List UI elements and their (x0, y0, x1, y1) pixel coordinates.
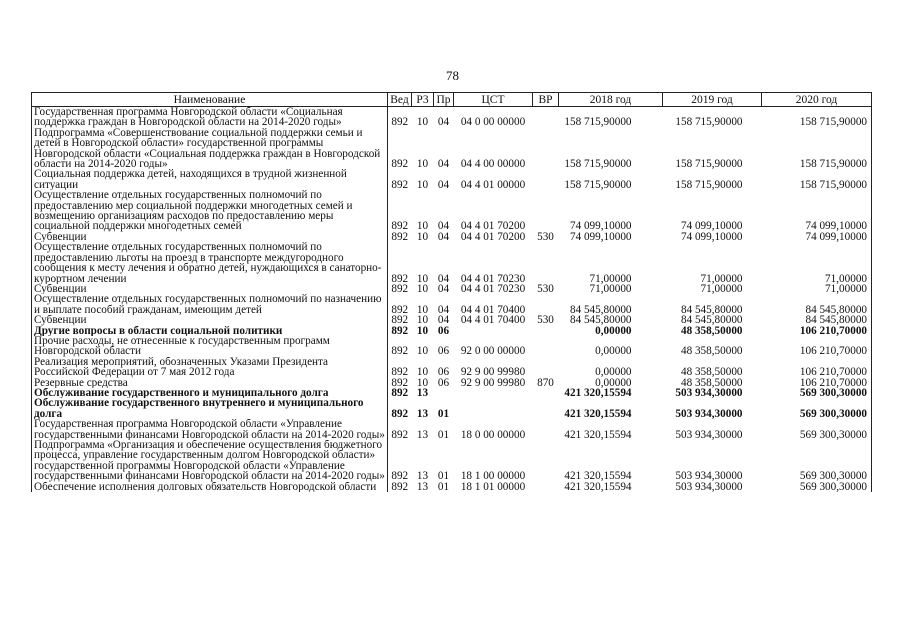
table-row (32, 378, 872, 388)
cell-ved: 892 (391, 116, 409, 128)
table-row (32, 294, 872, 315)
table-body (32, 107, 872, 493)
cell-vr: 530 (537, 283, 554, 295)
cell-2019: 74 099,10000 (680, 231, 743, 243)
cell-vr (533, 419, 559, 440)
table-row (32, 419, 872, 440)
cell-2019: 71,00000 (700, 283, 743, 295)
cell-cst: 04 4 01 70400 (460, 315, 526, 326)
cell-cst: 18 0 00 00000 (460, 428, 526, 440)
header-ved: Вед (388, 93, 412, 107)
cell-pr: 01 (437, 428, 450, 440)
cell-name: Подпрограмма «Совершенствование социальной поддержки семьи и детей в Новгородской области» государственной программы Новгородской области «Социальная поддержка граждан в Новгородской области на 2014-2020 годы» (32, 128, 388, 170)
cell-name: Обеспечение исполнения долговых обязательств Новгородской области (32, 482, 388, 492)
cell-cst: 04 0 00 00000 (460, 116, 526, 128)
cell-ved: 892 (391, 407, 409, 420)
cell-rz: 10 (416, 366, 429, 378)
table-row (32, 336, 872, 357)
cell-rz: 10 (416, 303, 429, 316)
table-row (32, 440, 872, 482)
cell-name: Социальная поддержка детей, находящихся в трудной жизненной ситуации (32, 169, 388, 190)
cell-cst (454, 388, 533, 398)
cell-vr (533, 398, 559, 419)
cell-pr: 01 (437, 407, 450, 420)
cell-2019: 48 358,50000 (680, 366, 743, 378)
table-row (32, 232, 872, 242)
table-row (32, 242, 872, 284)
cell-pr: 06 (437, 366, 450, 378)
cell-ved: 892 (391, 178, 409, 191)
cell-2019: 71,00000 (700, 272, 743, 284)
cell-2018: 421 320,15594 (564, 387, 632, 399)
cell-vr: 530 (537, 231, 554, 243)
cell-2020: 569 300,30000 (762, 482, 872, 492)
cell-2020: 569 300,30000 (762, 398, 872, 419)
header-rz: Р3 (412, 93, 434, 107)
cell-rz: 13 (416, 481, 429, 493)
cell-2019: 503 934,30000 (675, 407, 743, 420)
cell-vr (533, 482, 559, 492)
cell-2018: 158 715,90000 (564, 178, 632, 191)
cell-2018: 421 320,15594 (564, 481, 632, 493)
cell-vr (533, 294, 559, 315)
cell-cst: 04 4 00 00000 (460, 158, 526, 170)
cell-name: Обслуживание государственного внутреннего и муниципального долга (32, 398, 388, 419)
cell-rz: 10 (416, 315, 429, 326)
cell-2020: 158 715,90000 (762, 169, 872, 190)
cell-2018: 84 545,80000 (569, 303, 632, 316)
header-2018: 2018 год (559, 93, 663, 107)
cell-ved: 892 (391, 387, 409, 399)
cell-pr: 06 (437, 345, 450, 357)
cell-name: Субвенции (32, 315, 388, 325)
cell-2018: 74 099,10000 (569, 220, 632, 232)
cell-ved: 892 (391, 428, 409, 440)
cell-2019: 503 934,30000 (675, 387, 743, 399)
cell-2018: 158 715,90000 (564, 158, 632, 170)
cell-name: Государственная программа Новгородской области «Социальная поддержка граждан в Новгородской области на 2014-2020 годы» (32, 107, 388, 128)
header-name: Наименование (32, 93, 388, 107)
cell-vr (533, 242, 559, 284)
cell-pr: 04 (437, 220, 450, 232)
cell-ved: 892 (391, 231, 409, 243)
table-row (32, 315, 872, 325)
cell-2018: 0,00000 (595, 345, 632, 357)
cell-vr (533, 326, 559, 336)
cell-name: Осуществление отдельных государственных полномочий по предоставлению мер социальной поддержки многодетных семей и возмещению организациям расходов по предоставлению меры социальной поддержки многодетных семей (32, 190, 388, 232)
cell-name: Государственная программа Новгородской области «Управление государственными финансами Новгородской области на 2014-2020 годы» (32, 419, 388, 440)
cell-ved: 892 (391, 303, 409, 316)
cell-ved: 892 (391, 345, 409, 357)
table-header-row (32, 93, 872, 107)
cell-name: Субвенции (32, 284, 388, 294)
cell-cst (454, 398, 533, 419)
cell-2020: 569 300,30000 (762, 440, 872, 482)
cell-vr (533, 107, 559, 128)
table-row (32, 284, 872, 294)
cell-rz: 10 (416, 283, 429, 295)
header-cst: ЦСТ (454, 93, 533, 107)
cell-vr (533, 190, 559, 232)
cell-vr (533, 440, 559, 482)
cell-2018: 0,00000 (595, 366, 632, 378)
cell-cst: 92 0 00 00000 (460, 345, 526, 357)
cell-2020: 71,00000 (762, 242, 872, 284)
cell-name: Субвенции (32, 232, 388, 242)
cell-cst: 92 9 00 99980 (460, 377, 526, 388)
cell-2020: 158 715,90000 (762, 128, 872, 170)
table-row (32, 169, 872, 190)
cell-name: Подпрограмма «Организация и обеспечение осуществления бюджетного процесса, управление государственным долгом Новгородской области» государственной программы Новгородской области «Управление государственными финансами Новгородской области на 2014-2020 годы» (32, 440, 388, 482)
header-2020: 2020 год (762, 93, 872, 107)
cell-2019: 158 715,90000 (675, 158, 743, 170)
table-row (32, 482, 872, 492)
cell-2018: 84 545,80000 (569, 315, 632, 326)
header-pr: Пр (434, 93, 454, 107)
page-number: 78 (446, 68, 459, 83)
cell-name: Обслуживание государственного и муниципального долга (32, 388, 388, 398)
cell-pr: 04 (437, 178, 450, 191)
cell-pr: 04 (437, 158, 450, 170)
cell-ved: 892 (391, 481, 409, 493)
cell-2020: 106 210,70000 (762, 326, 872, 336)
cell-name: Прочие расходы, не отнесенные к государственным программ Новгородской области (32, 336, 388, 357)
cell-2018: 0,00000 (595, 377, 632, 388)
table-row (32, 107, 872, 128)
cell-rz: 10 (416, 116, 429, 128)
cell-ved: 892 (391, 283, 409, 295)
header-vr: ВР (533, 93, 559, 107)
cell-cst: 04 4 01 70200 (460, 220, 526, 232)
cell-2018: 71,00000 (589, 272, 632, 284)
cell-cst: 04 4 01 00000 (460, 178, 526, 191)
cell-2019: 158 715,90000 (675, 116, 743, 128)
cell-rz: 13 (416, 470, 429, 482)
cell-2018: 74 099,10000 (569, 231, 632, 243)
cell-ved: 892 (391, 470, 409, 482)
cell-2018: 421 320,15594 (564, 428, 632, 440)
cell-vr: 870 (537, 377, 554, 388)
cell-2020: 158 715,90000 (762, 107, 872, 128)
cell-rz: 10 (416, 377, 429, 388)
cell-pr: 04 (437, 283, 450, 295)
cell-ved: 892 (391, 158, 409, 170)
cell-ved: 892 (391, 220, 409, 232)
cell-2020: 84 545,80000 (762, 294, 872, 315)
cell-2019: 48 358,50000 (680, 377, 743, 388)
table-row (32, 398, 872, 419)
cell-name: Другие вопросы в области социальной политики (32, 326, 388, 336)
budget-table (31, 92, 872, 492)
cell-cst: 04 4 01 70400 (460, 303, 526, 316)
cell-name: Реализация мероприятий, обозначенных Указами Президента Российской Федерации от 7 мая 2012 года (32, 357, 388, 378)
cell-pr: 04 (437, 272, 450, 284)
cell-pr: 06 (437, 325, 450, 336)
cell-rz: 10 (416, 220, 429, 232)
cell-2019: 158 715,90000 (675, 178, 743, 191)
cell-2018: 421 320,15594 (564, 407, 632, 420)
cell-ved: 892 (391, 377, 409, 388)
cell-rz: 10 (416, 325, 429, 336)
cell-2020: 74 099,10000 (762, 232, 872, 242)
cell-vr: 530 (537, 315, 554, 326)
cell-cst: 18 1 01 00000 (460, 481, 526, 493)
cell-2020: 84 545,80000 (762, 315, 872, 325)
cell-2019: 503 934,30000 (675, 428, 743, 440)
cell-2019: 503 934,30000 (675, 481, 743, 493)
cell-pr: 04 (437, 116, 450, 128)
cell-pr (434, 388, 454, 398)
cell-name: Осуществление отдельных государственных полномочий по предоставлению льготы на проезд в транспорте междугородного сообщения к месту лечения и обратно детей, нуждающихся в санаторно-курортном лечении (32, 242, 388, 284)
cell-2020: 106 210,70000 (762, 357, 872, 378)
cell-rz: 10 (416, 178, 429, 191)
cell-cst: 04 4 01 70200 (460, 231, 526, 243)
cell-rz: 13 (416, 428, 429, 440)
cell-rz: 13 (416, 407, 429, 420)
cell-cst: 92 9 00 99980 (460, 366, 526, 378)
cell-2019: 74 099,10000 (680, 220, 743, 232)
cell-2019: 48 358,50000 (680, 345, 743, 357)
cell-name: Резервные средства (32, 378, 388, 388)
cell-pr: 01 (437, 481, 450, 493)
cell-2019: 84 545,80000 (680, 303, 743, 316)
cell-ved: 892 (391, 366, 409, 378)
cell-2018: 158 715,90000 (564, 116, 632, 128)
cell-rz: 10 (416, 158, 429, 170)
cell-cst (454, 326, 533, 336)
cell-2020: 569 300,30000 (762, 388, 872, 398)
cell-vr (533, 388, 559, 398)
cell-2019: 503 934,30000 (675, 470, 743, 482)
cell-rz: 10 (416, 272, 429, 284)
cell-cst: 04 4 01 70230 (460, 272, 526, 284)
cell-vr (533, 169, 559, 190)
cell-pr: 04 (437, 315, 450, 326)
cell-2018: 71,00000 (589, 283, 632, 295)
cell-rz: 10 (416, 345, 429, 357)
cell-vr (533, 336, 559, 357)
cell-ved: 892 (391, 272, 409, 284)
table-row (32, 128, 872, 170)
cell-2020: 569 300,30000 (762, 419, 872, 440)
cell-rz: 10 (416, 231, 429, 243)
cell-2020: 106 210,70000 (762, 336, 872, 357)
cell-pr: 04 (437, 231, 450, 243)
cell-cst: 18 1 00 00000 (460, 470, 526, 482)
cell-rz: 13 (416, 387, 429, 399)
cell-cst: 04 4 01 70230 (460, 283, 526, 295)
header-2019: 2019 год (663, 93, 762, 107)
cell-2020: 71,00000 (762, 284, 872, 294)
cell-pr: 04 (437, 303, 450, 316)
cell-2020: 74 099,10000 (762, 190, 872, 232)
table-row (32, 326, 872, 336)
cell-vr (533, 128, 559, 170)
cell-2020: 106 210,70000 (762, 378, 872, 388)
table-row (32, 388, 872, 398)
cell-name: Осуществление отдельных государственных полномочий по назначению и выплате пособий гражданам, имеющим детей (32, 294, 388, 315)
cell-2019: 84 545,80000 (680, 315, 743, 326)
cell-pr: 01 (437, 470, 450, 482)
cell-2019: 48 358,50000 (680, 325, 743, 336)
cell-ved: 892 (391, 325, 409, 336)
cell-pr: 06 (437, 377, 450, 388)
cell-2018: 421 320,15594 (564, 470, 632, 482)
table-row (32, 190, 872, 232)
table-row (32, 357, 872, 378)
cell-vr (533, 357, 559, 378)
cell-ved: 892 (391, 315, 409, 326)
cell-2018: 0,00000 (595, 325, 632, 336)
